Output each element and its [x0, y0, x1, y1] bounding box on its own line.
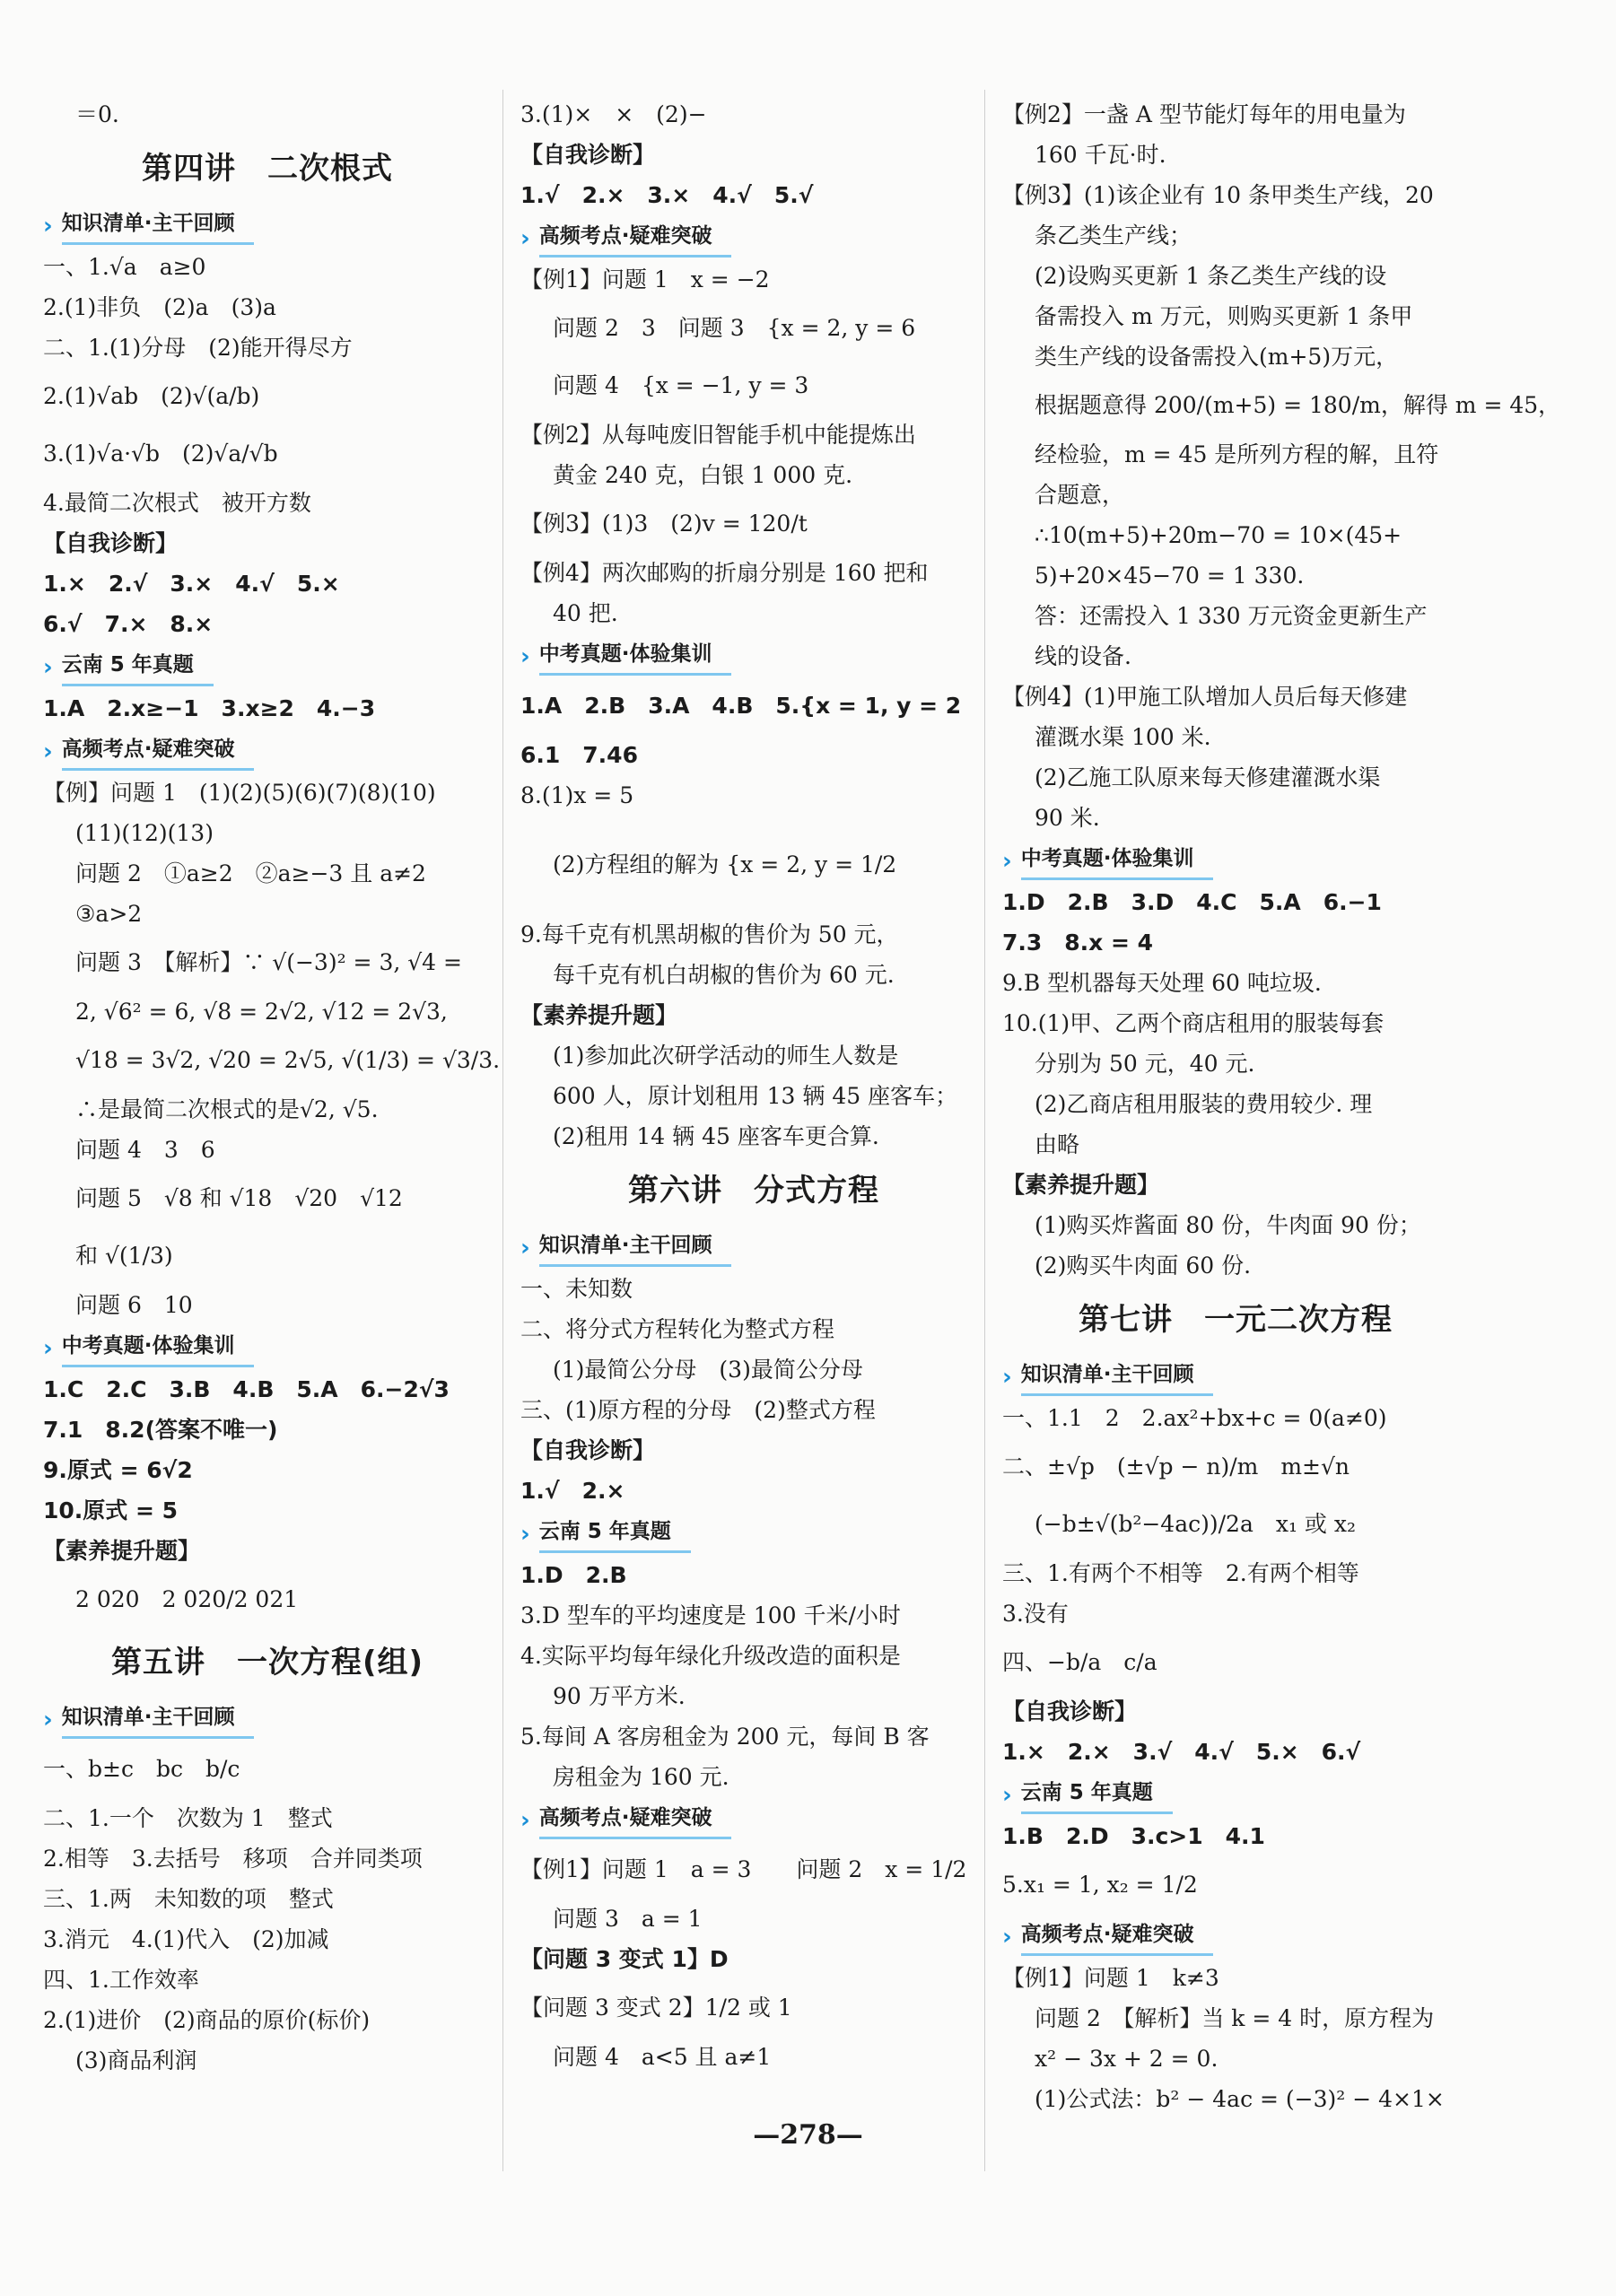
text-line: 经检验，m = 45 是所列方程的解，且符: [1035, 441, 1439, 467]
text-line: 【例2】一盏 A 型节能灯每年的用电量为: [1002, 101, 1406, 127]
text-line: 灌溉水渠 100 米.: [1035, 724, 1211, 750]
text-line: 7.3 8.x = 4: [1002, 930, 1154, 956]
text-line: (−b±√(b²−4ac))/2a x₁ 或 x₂: [1035, 1511, 1356, 1537]
text-line: 2.(1)√ab (2)√(a/b): [43, 383, 260, 409]
text-line: 问题 3 【解析】∵ √(−3)² = 3, √4 =: [75, 949, 462, 975]
chapter-title: 第五讲 一次方程(组): [110, 1645, 424, 1681]
section-header: › 高频考点·疑难突破: [520, 219, 987, 258]
text-line: 4.最简二次根式 被开方数: [43, 490, 311, 516]
text-line: (2)租用 14 辆 45 座客车更合算.: [553, 1123, 879, 1149]
text-line: 5.每间 A 客房租金为 200 元，每间 B 客: [520, 1724, 930, 1750]
text-line: 2 020 2 020/2 021: [75, 1586, 299, 1612]
chevron-right-icon: ›: [43, 212, 53, 240]
text-line: 一、b±c bc b/c: [43, 1756, 240, 1782]
text-line: 90 米.: [1035, 805, 1100, 831]
text-line: 和 √(1/3): [75, 1243, 173, 1269]
text-line: 类生产线的设备需投入(m+5)万元，: [1035, 344, 1399, 370]
text-line: 问题 5 √8 和 √18 √20 √12: [75, 1185, 403, 1211]
section-header: › 中考真题·体验集训: [43, 1329, 492, 1367]
text-line: 三、(1)原方程的分母 (2)整式方程: [520, 1397, 876, 1423]
text-line: 3.(1)× × (2)−: [520, 101, 707, 127]
text-line: 3.(1)√a·√b (2)√a/√b: [43, 441, 278, 467]
text-line: (1)公式法：b² − 4ac = (−3)² − 4×1×: [1035, 2086, 1445, 2112]
section-header: › 知识清单·主干回顾: [520, 1228, 987, 1267]
text-line: 三、1.有两个不相等 2.有两个相等: [1002, 1560, 1359, 1586]
section-header: › 中考真题·体验集训: [1002, 842, 1469, 880]
chevron-right-icon: ›: [520, 642, 530, 670]
section-header: › 高频考点·疑难突破: [1002, 1917, 1469, 1956]
text-line: 2.(1)非负 (2)a (3)a: [43, 294, 276, 320]
text-line: 4.实际平均每年绿化升级改造的面积是: [520, 1643, 901, 1669]
text-line: 1.√ 2.×: [520, 1478, 625, 1504]
section-header: › 知识清单·主干回顾: [43, 1700, 492, 1739]
text-line: 【例4】(1)甲施工队增加人员后每天修建: [1002, 684, 1408, 710]
text-line: 160 千瓦·时.: [1035, 142, 1166, 168]
text-line: 【问题 3 变式 2】1/2 或 1: [520, 1995, 792, 2021]
text-line: 2.相等 3.去括号 移项 合并同类项: [43, 1846, 423, 1872]
text-line: 【问题 3 变式 1】D: [520, 1946, 729, 1972]
text-line: √18 = 3√2, √20 = 2√5, √(1/3) = √3/3.: [75, 1047, 501, 1073]
chapter-title: 第四讲 二次根式: [142, 151, 393, 187]
text-line: 1.C 2.C 3.B 4.B 5.A 6.−2√3: [43, 1376, 450, 1402]
text-line: 备需投入 m 万元，则购买更新 1 条甲: [1035, 303, 1413, 329]
text-line: 40 把.: [553, 600, 618, 626]
text-line: 1.A 2.x≥−1 3.x≥2 4.−3: [43, 695, 376, 721]
section-header: › 云南 5 年真题: [520, 1515, 987, 1553]
text-line: 2.(1)进价 (2)商品的原价(标价): [43, 2007, 371, 2033]
text-line: 1.B 2.D 3.c>1 4.1: [1002, 1823, 1265, 1849]
text-line: 由略: [1035, 1131, 1080, 1157]
text-line: 【例3】(1)该企业有 10 条甲类生产线，20: [1002, 182, 1434, 208]
text-line: 问题 4 a<5 且 a≠1: [553, 2044, 772, 2070]
text-line: 四、−b/a c/a: [1002, 1649, 1157, 1675]
text-line: (2)购买牛肉面 60 份.: [1035, 1253, 1252, 1279]
section-header: › 云南 5 年真题: [1002, 1776, 1469, 1814]
chevron-right-icon: ›: [43, 1706, 53, 1733]
text-line: 一、未知数: [520, 1276, 633, 1302]
text-line: 9.每千克有机黑胡椒的售价为 50 元，: [520, 921, 899, 947]
column-middle: [520, 94, 987, 2077]
text-line: 5)+20×45−70 = 1 330.: [1035, 563, 1305, 589]
page-number: —278—: [753, 2119, 863, 2151]
text-line: 线的设备.: [1035, 643, 1131, 669]
bracket-heading: 【素养提升题】: [1002, 1172, 1160, 1198]
text-line: 9.B 型机器每天处理 60 吨垃圾.: [1002, 970, 1322, 996]
text-line: 7.1 8.2(答案不唯一): [43, 1417, 278, 1443]
column-right: [1002, 94, 1561, 2119]
text-line: 【例1】问题 1 x = −2: [520, 266, 770, 292]
text-line: (11)(12)(13): [75, 820, 214, 846]
chevron-right-icon: ›: [1002, 1781, 1012, 1809]
chevron-right-icon: ›: [1002, 1363, 1012, 1391]
chevron-right-icon: ›: [520, 1806, 530, 1834]
text-line: 8.(1)x = 5: [520, 782, 634, 808]
text-line: 一、1.√a a≥0: [43, 254, 206, 280]
text-line: 600 人，原计划租用 13 辆 45 座客车；: [553, 1083, 958, 1109]
text-line: 1.D 2.B 3.D 4.C 5.A 6.−1: [1002, 889, 1382, 915]
chevron-right-icon: ›: [43, 738, 53, 765]
text-line: 房租金为 160 元.: [553, 1764, 729, 1790]
text-line: 2, √6² = 6, √8 = 2√2, √12 = 2√3,: [75, 999, 448, 1025]
text-line: 1.× 2.× 3.√ 4.√ 5.× 6.√: [1002, 1739, 1361, 1765]
bracket-heading: 【自我诊断】: [520, 1437, 656, 1463]
chapter-title: 第六讲 分式方程: [628, 1173, 879, 1209]
text-line: 问题 2 ①a≥2 ②a≥−3 且 a≠2: [75, 860, 426, 886]
bracket-heading: 【自我诊断】: [43, 530, 179, 556]
section-header: › 知识清单·主干回顾: [1002, 1358, 1469, 1396]
text-line: 9.原式 = 6√2: [43, 1457, 193, 1483]
text-line: 分别为 50 元，40 元.: [1035, 1051, 1255, 1077]
text-line: 二、1.(1)分母 (2)能开得尽方: [43, 335, 353, 361]
text-line: 四、1.工作效率: [43, 1967, 199, 1993]
text-line: 1.D 2.B: [520, 1562, 627, 1588]
section-header: › 云南 5 年真题: [43, 648, 492, 686]
text-line: 【例1】问题 1 k≠3: [1002, 1965, 1219, 1991]
chevron-right-icon: ›: [1002, 1923, 1012, 1951]
text-line: 问题 4 3 6: [75, 1137, 215, 1163]
chapter-title: 第七讲 一元二次方程: [1079, 1302, 1393, 1338]
text-line: (2)设购买更新 1 条乙类生产线的设: [1035, 263, 1387, 289]
text-line: 【例4】两次邮购的折扇分别是 160 把和: [520, 560, 929, 586]
chevron-right-icon: ›: [520, 1234, 530, 1261]
text-line: 6.√ 7.× 8.×: [43, 611, 214, 637]
text-line: 二、将分式方程转化为整式方程: [520, 1316, 835, 1342]
chevron-right-icon: ›: [520, 1520, 530, 1548]
text-line: 问题 2 3 问题 3 {x = 2, y = 6: [553, 315, 916, 341]
chevron-right-icon: ›: [520, 224, 530, 252]
chevron-right-icon: ›: [1002, 847, 1012, 875]
text-line: (1)购买炸酱面 80 份，牛肉面 90 份；: [1035, 1212, 1421, 1238]
text-line: (3)商品利润: [75, 2047, 197, 2073]
section-header: › 高频考点·疑难突破: [520, 1801, 987, 1839]
text-line: 6.1 7.46: [520, 742, 638, 768]
text-line: 10.(1)甲、乙两个商店租用的服装每套: [1002, 1010, 1385, 1036]
text-line: x² − 3x + 2 = 0.: [1035, 2046, 1219, 2072]
section-header: › 知识清单·主干回顾: [43, 206, 492, 245]
bracket-heading: 【自我诊断】: [520, 142, 656, 168]
text-line: 90 万平方米.: [553, 1683, 686, 1709]
text-line: 10.原式 = 5: [43, 1497, 179, 1523]
text-line: 合题意，: [1035, 482, 1125, 508]
bracket-heading: 【自我诊断】: [1002, 1698, 1138, 1724]
text-line: 3.消元 4.(1)代入 (2)加减: [43, 1926, 329, 1952]
text-line: 1.× 2.√ 3.× 4.√ 5.×: [43, 571, 340, 597]
text-line: 1.√ 2.× 3.× 4.√ 5.√: [520, 182, 814, 208]
text-line: 5.x₁ = 1, x₂ = 1/2: [1002, 1872, 1198, 1898]
column-left: [43, 94, 501, 2081]
column-divider: [502, 90, 503, 2171]
text-line: 三、1.两 未知数的项 整式: [43, 1886, 334, 1912]
bracket-heading: 【素养提升题】: [43, 1538, 201, 1564]
text-line: 条乙类生产线；: [1035, 223, 1192, 249]
text-line: 黄金 240 克，白银 1 000 克.: [553, 462, 853, 488]
text-line: 答：还需投入 1 330 万元资金更新生产: [1035, 603, 1428, 629]
text-line: 【例3】(1)3 (2)v = 120/t: [520, 511, 808, 537]
text-line: 3.D 型车的平均速度是 100 千米/小时: [520, 1602, 901, 1628]
text-line: 根据题意得 200/(m+5) = 180/m，解得 m = 45，: [1035, 392, 1561, 418]
text-line: 问题 4 {x = −1, y = 3: [553, 372, 809, 398]
text-line: ＝0.: [75, 101, 119, 127]
text-line: 一、1.1 2 2.ax²+bx+c = 0(a≠0): [1002, 1405, 1387, 1431]
chevron-right-icon: ›: [43, 653, 53, 681]
text-line: ③a>2: [75, 901, 143, 927]
text-line: 二、±√p (±√p − n)/m m±√n: [1002, 1454, 1350, 1480]
text-line: ∴10(m+5)+20m−70 = 10×(45+: [1035, 522, 1402, 548]
text-line: 【例1】问题 1 a = 3 问题 2 x = 1/2: [520, 1856, 967, 1882]
text-line: (2)乙商店租用服装的费用较少. 理: [1035, 1091, 1373, 1117]
text-line: (1)最简公分母 (3)最简公分母: [553, 1357, 863, 1383]
text-line: 二、1.一个 次数为 1 整式: [43, 1805, 333, 1831]
text-line: 问题 2 【解析】当 k = 4 时，原方程为: [1035, 2005, 1435, 2031]
section-header: › 中考真题·体验集训: [520, 637, 987, 676]
text-line: ∴是最简二次根式的是√2, √5.: [75, 1096, 379, 1122]
text-line: 问题 3 a = 1: [553, 1906, 703, 1932]
chevron-right-icon: ›: [43, 1334, 53, 1362]
bracket-heading: 【素养提升题】: [520, 1002, 678, 1028]
text-line: 1.A 2.B 3.A 4.B 5.{x = 1, y = 2: [520, 693, 962, 719]
text-line: 【例】问题 1 (1)(2)(5)(6)(7)(8)(10): [43, 780, 436, 806]
text-line: 每千克有机白胡椒的售价为 60 元.: [553, 962, 895, 988]
text-line: 【例2】从每吨废旧智能手机中能提炼出: [520, 422, 916, 448]
text-line: (2)乙施工队原来每天修建灌溉水渠: [1035, 764, 1381, 790]
text-line: 3.没有: [1002, 1601, 1069, 1627]
text-line: (1)参加此次研学活动的师生人数是: [553, 1043, 899, 1069]
section-header: › 高频考点·疑难突破: [43, 732, 492, 771]
text-line: (2)方程组的解为 {x = 2, y = 1/2: [553, 851, 897, 877]
text-line: 问题 6 10: [75, 1292, 193, 1318]
